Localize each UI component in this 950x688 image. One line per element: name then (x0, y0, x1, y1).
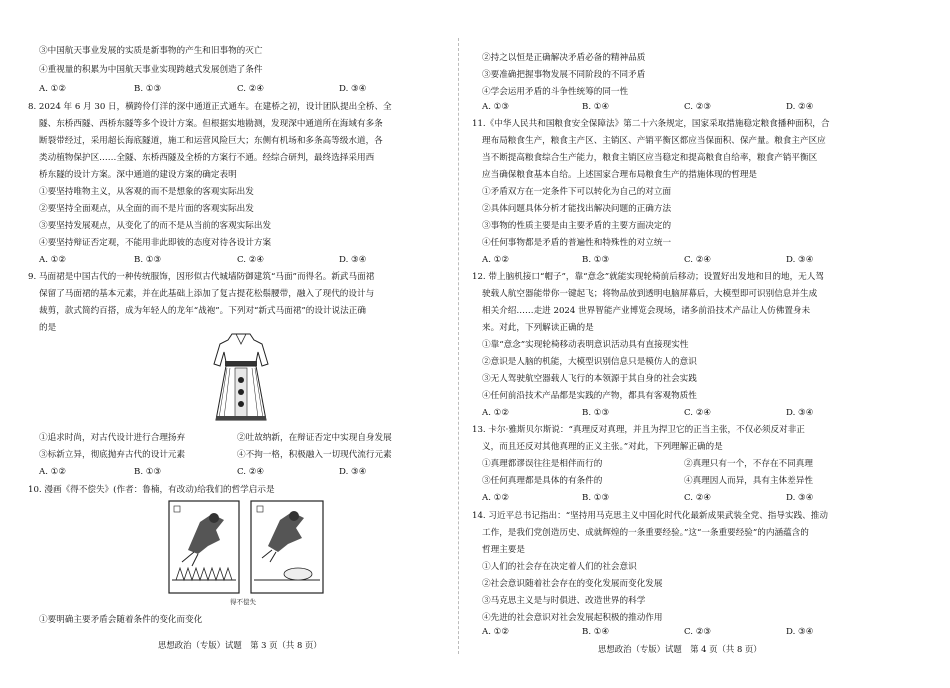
text-line: 断裂带经过，采用超长海底隧道，施工和运营风险巨大；东侧有机场和多条高等级水道，各 (39, 136, 383, 146)
text-line: 来。对此，下列解读正确的是 (482, 323, 594, 333)
q12-option-d: D. ③④ (786, 408, 814, 418)
mamian-skirt-illustration (210, 332, 272, 424)
q13-option-b: B. ①③ (582, 493, 610, 503)
q9-option-a: A. ①② (39, 467, 67, 477)
page-4 (470, 0, 950, 688)
q13-option-d: D. ③④ (786, 493, 814, 503)
q11-statement: ②具体问题具体分析才能找出解决问题的正确方法 (482, 204, 672, 214)
q10-statement-3: ③要准确把握事物发展不同阶段的不同矛盾 (482, 70, 646, 80)
text-line: ③中国航天事业发展的实质是新事物的产生和旧事物的灭亡 (39, 46, 263, 56)
q7-option-c: C. ②④ (237, 84, 265, 94)
q8-statement: ①要坚持唯物主义，从客观的而不是想象的客观实际出发 (39, 187, 254, 197)
q10-statement-4: ④学会运用矛盾的斗争性统筹的同一性 (482, 87, 629, 97)
q11-option-a: A. ①② (482, 255, 510, 265)
q11-statement: ①矛盾双方在一定条件下可以转化为自己的对立面 (482, 187, 672, 197)
q10-option-c: C. ②③ (684, 102, 712, 112)
q8-option-d: D. ③④ (339, 255, 367, 265)
q12-stem: 12. 带上脑机接口“帽子”，靠“意念”就能实现轮椅前后移动；设置好出发地和目的地，无人驾 (472, 272, 824, 282)
q14-statement: ②社会意识随着社会存在的变化发展而变化发展 (482, 579, 663, 589)
q13-statement-3: ③任何真理都是具体的有条件的 (482, 476, 603, 486)
q7-option-b: B. ①③ (134, 84, 162, 94)
q13-statement-1: ①真理都谬误往往是相伴而行的 (482, 459, 603, 469)
q12-statement: ②意识是人脑的机能，大模型识别信息只是模仿人的意识 (482, 357, 697, 367)
q10-stem: 10. 漫画《得不偿失》(作者：鲁楠，有改动)给我们的哲学启示是 (28, 485, 275, 495)
q12-option-c: C. ②④ (684, 408, 712, 418)
q14-option-d: D. ③④ (786, 627, 814, 637)
text-line: 相关介绍……走进 2024 世界智能产业博览会现场，诸多前沿技术产品让人仿佛置身未 (482, 306, 811, 316)
text-line: 应当确保粮食基本自给。上述国家合理布局粮食生产的措施体现的哲理是 (482, 170, 758, 180)
q10-statement-2: ②持之以恒是正确解决矛盾必备的精神品质 (482, 53, 646, 63)
q8-stem: 8. 2024 年 6 月 30 日，横跨伶仃洋的深中通道正式通车。在建桥之初，设计团队提出全桥、全 (28, 102, 392, 112)
text-line: 当不断提高粮食综合生产能力，粮食主销区应当稳定和提高粮食自给率，粮食产销平衡区 (482, 153, 818, 163)
q14-option-a: A. ①② (482, 627, 510, 637)
q12-statement: ①靠“意念”实现轮椅移动表明意识活动具有直接现实性 (482, 340, 689, 350)
q12-statement: ④任何前沿技术产品都是实践的产物，都具有客观物质性 (482, 391, 697, 401)
q14-option-b: B. ①④ (582, 627, 610, 637)
q11-option-d: D. ③④ (786, 255, 814, 265)
text-line: 理布局粮食生产，粮食主产区、主销区、产销平衡区都应当保面积、保产量。粮食主产区应 (482, 136, 826, 146)
q11-stem: 11.《中华人民共和国粮食安全保障法》第二十六条规定，国家采取措施稳定粮食播种面积，合 (472, 119, 830, 129)
q9-option-b: B. ①③ (134, 467, 162, 477)
q13-option-a: A. ①② (482, 493, 510, 503)
q8-statement: ④要坚持辩证否定观，不能用非此即彼的态度对待各设计方案 (39, 238, 272, 248)
q9-statement-4: ④不拘一格，积极融入一切现代流行元素 (237, 450, 392, 460)
page-footer: 思想政治（专版）试题 第 3 页（共 8 页） (158, 640, 322, 650)
q9-statement-3: ③标新立异，彻底抛弃古代的设计元素 (39, 450, 186, 460)
q9-statement-2: ②吐故纳新，在辩证否定中实现自身发展 (237, 433, 392, 443)
q12-option-b: B. ①③ (582, 408, 610, 418)
text-line: 的是 (39, 323, 57, 333)
q10-option-d: D. ②④ (786, 102, 814, 112)
text-line: 工作，是我们党创造历史、成就辉煌的一条重要经验。”这“一条重要经验”的内涵蕴含的 (482, 528, 809, 538)
q11-option-b: B. ①③ (582, 255, 610, 265)
q9-statement-1: ①追求时尚，对古代设计进行合理扬弃 (39, 433, 186, 443)
q14-option-c: C. ②③ (684, 627, 712, 637)
page-3 (0, 0, 462, 688)
text-line: 桥东隧的设计方案。深中通道的建设方案的确定表明 (39, 170, 237, 180)
q8-option-c: C. ②④ (237, 255, 265, 265)
q7-option-d: D. ③④ (339, 84, 367, 94)
text-line: 保留了马面裙的基本元素，并在此基础上添加了复古提花松鬃腰带，融入了现代的设计与 (39, 289, 375, 299)
q10-statement-1: ①要明确主要矛盾会随着条件的变化而变化 (39, 615, 203, 625)
q9-stem: 9. 马面裙是中国古代的一种传统服饰，因形似古代城墙防御建筑“马面”而得名。新武马面裙 (28, 272, 375, 282)
q13-statement-4: ④真理因人而异，具有主体差异性 (684, 476, 813, 486)
q14-stem: 14. 习近平总书记指出：“坚持用马克思主义中国化时代化最新成果武装全党、指导实践、推动 (472, 511, 828, 521)
text-line: 驶载人航空器能带你一键起飞；将物品放到透明电脑屏幕后，大模型即可识别信息并生成 (482, 289, 818, 299)
cartoon-illustration (168, 500, 324, 606)
q13-statement-2: ②真理只有一个，不存在不同真理 (684, 459, 813, 469)
q13-stem: 13. 卡尔·雅斯贝尔斯说：“真理反对真理，并且为捍卫它的正当主张，不仅必须反对非正 (472, 425, 805, 435)
q14-statement: ④先进的社会意识对社会发展起积极的推动作用 (482, 613, 663, 623)
q10-option-a: A. ①③ (482, 102, 510, 112)
q11-statement: ③事物的性质主要是由主要矛盾的主要方面决定的 (482, 221, 672, 231)
q12-statement: ③无人驾驶航空器载人飞行的本领源于其自身的社会实践 (482, 374, 697, 384)
text-line: 类动植物保护区……全隧、东桥西隧及全桥的方案行不通。经综合研判，最终选择采用西 (39, 153, 375, 163)
q13-option-c: C. ②④ (684, 493, 712, 503)
q9-option-d: D. ③④ (339, 467, 367, 477)
q12-option-a: A. ①② (482, 408, 510, 418)
q9-option-c: C. ②④ (237, 467, 265, 477)
text-line: 隧、东桥西隧、西桥东隧等多个设计方案。但根据实地勘测，发现深中通道所在海域有多条 (39, 119, 383, 129)
text-line: 裁剪，款式简约百搭，成为年轻人的龙年“战袍”。下列对“新式马面裙”的设计说法正确 (39, 306, 366, 316)
q11-option-c: C. ②④ (684, 255, 712, 265)
text-line: 义，而且还反对其他真理的正义主张。”对此，下列理解正确的是 (482, 442, 723, 452)
q8-option-a: A. ①② (39, 255, 67, 265)
q10-option-b: B. ①④ (582, 102, 610, 112)
text-line: ④重视量的积累为中国航天事业实现跨越式发展创造了条件 (39, 65, 263, 75)
page-footer: 思想政治（专版）试题 第 4 页（共 8 页） (598, 644, 762, 654)
text-line: 哲理主要是 (482, 545, 525, 555)
q14-statement: ①人们的社会存在决定着人们的社会意识 (482, 562, 637, 572)
q8-option-b: B. ①③ (134, 255, 162, 265)
q11-statement: ④任何事物都是矛盾的普遍性和特殊性的对立统一 (482, 238, 672, 248)
q7-option-a: A. ①② (39, 84, 67, 94)
q14-statement: ③马克思主义是与时俱进、改造世界的科学 (482, 596, 646, 606)
cartoon-caption: 得不偿失 (230, 598, 256, 606)
q8-statement: ②要坚持全面观点，从全面的而不是片面的客观实际出发 (39, 204, 254, 214)
q8-statement: ③要坚持发展观点，从变化了的而不是从当前的客观实际出发 (39, 221, 272, 231)
